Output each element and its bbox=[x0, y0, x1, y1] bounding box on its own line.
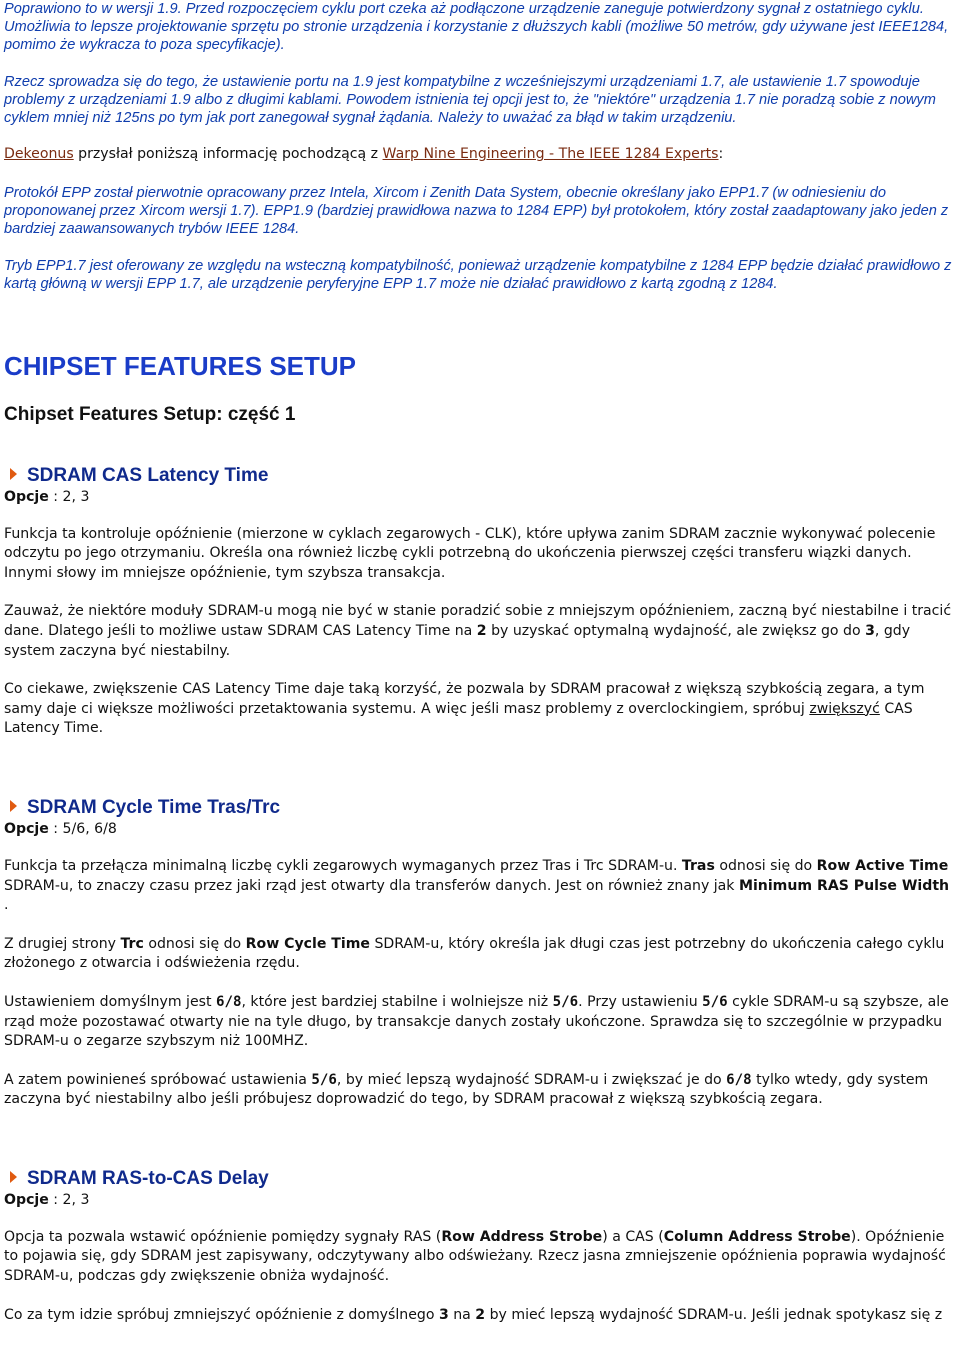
intro-p3-colon: : bbox=[718, 146, 724, 162]
cas-p2-b: Dlatego jeśli to możliwe ustaw SDRAM CAS Latency Time na bbox=[43, 622, 477, 639]
rascas-p2-c: by mieć lepszą wydajność SDRAM-u. Jeśli jednak spotykasz się z bbox=[485, 1306, 943, 1323]
intro-paragraph-3 bbox=[4, 145, 956, 165]
tras-p1-b: odnosi się do bbox=[714, 857, 817, 874]
intro-p4-a: Protokół EPP został pierwotnie opracowany przez Intela, Xircom i Zenith Data System, obecnie określany jako EPP1.7 (w odniesieniu do proponowanej przez Xircom wersji 1.7). bbox=[4, 184, 887, 219]
intro-paragraph-1 bbox=[4, 0, 956, 54]
tras-p4-a: A zatem powinieneś spróbować ustawienia bbox=[4, 1071, 312, 1088]
cas-p2-d: , gdy system zaczyna być niestabilny. bbox=[4, 622, 911, 659]
rascas-p1-a: Opcja ta pozwala wstawić opóźnienie pomiędzy sygnały RAS ( bbox=[4, 1228, 442, 1245]
tras-p1-tras: Tras bbox=[681, 857, 715, 874]
cas-p1-b: Określa ona również liczbę cykli potrzebną do ukończenia pierwszej części transferu wiązki danych. bbox=[205, 545, 912, 562]
tras-p4-v2: 6/8 bbox=[726, 1071, 752, 1088]
tras-p2-trc: Trc bbox=[120, 935, 144, 952]
cas-p1-c: Innymi słowy im mniejsze opóźnienie, tym szybsza transakcja. bbox=[4, 564, 446, 581]
tras-paragraph-4 bbox=[4, 1071, 956, 1110]
dekeonus-link[interactable]: Dekeonus bbox=[4, 146, 74, 162]
tras-p2-b: odnosi się do bbox=[143, 935, 246, 952]
rascas-paragraph-2 bbox=[4, 1306, 956, 1326]
rascas-p2-v1: 3 bbox=[438, 1306, 449, 1323]
rascas-p1-ras: Row Address Strobe bbox=[441, 1228, 603, 1245]
tras-p2-c: SDRAM-u, który określa jak długi czas jest potrzebny do ukończenia całego cyklu złożonego z otwarcia i odświeżenia rzędu. bbox=[4, 935, 945, 972]
item-title-cas-latency bbox=[4, 465, 956, 487]
rascas-options bbox=[4, 1190, 956, 1210]
intro-p3-text: przysłał poniższą informację pochodzącą z bbox=[73, 146, 383, 162]
tras-paragraph-1 bbox=[4, 857, 956, 916]
cas-paragraph-1 bbox=[4, 525, 956, 584]
tras-paragraph-3 bbox=[4, 993, 956, 1052]
rascas-p2-a: Co za tym idzie spróbuj zmniejszyć opóźnienie z domyślnego bbox=[4, 1306, 439, 1323]
rascas-p1-c: ). Opóźnienie to pojawia się, gdy SDRAM jest zapisywany, odczytywany albo odświeżany. Rzecz jasna zmniejszenie opóźnienia poprawia wydajność SDRAM-u, podczas gdy zwiększenie obniża wydajność. bbox=[4, 1228, 946, 1285]
subsection-title: Chipset Features Setup: część 1 bbox=[4, 403, 296, 425]
cas-p3-a: Co ciekawe, zwiększenie CAS Latency Time daje taką korzyść, że pozwala by SDRAM pracował z większą szybkością zegara, a tym samy daje ci większe możliwości przetaktowania systemu. bbox=[4, 681, 925, 717]
rascas-paragraph-1 bbox=[4, 1228, 956, 1287]
intro-p2-a: Rzecz sprowadza się do tego, że ustawienie portu na 1.9 jest kompatybilne z wcześniejszymi urządzeniami 1.7, ale ustawienie 1.7 spowoduje problemy z urządzeniami 1.9 albo z długimi kablami. bbox=[4, 74, 920, 108]
cas-increase-link[interactable]: zwiększyć bbox=[809, 700, 880, 717]
rascas-title-text: SDRAM RAS-to-CAS Delay bbox=[27, 1167, 269, 1189]
tras-p4-v1: 5/6 bbox=[311, 1071, 337, 1088]
section-title: CHIPSET FEATURES SETUP bbox=[4, 350, 357, 381]
tras-p1-a: Funkcja ta przełącza minimalną liczbę cykli zegarowych wymaganych przez Tras i Trc SDRAM-u. bbox=[4, 857, 682, 874]
caret-right-icon bbox=[10, 468, 17, 480]
tras-p3-a: Ustawieniem domyślnym jest bbox=[4, 993, 216, 1010]
intro-paragraph-2 bbox=[4, 73, 956, 127]
rascas-p1-b: ) a CAS ( bbox=[602, 1228, 664, 1245]
tras-p4-b: , by mieć lepszą wydajność SDRAM-u i zwiększać je do bbox=[336, 1071, 727, 1088]
tras-options bbox=[4, 819, 956, 839]
tras-p3-v3: 5/6 bbox=[702, 993, 728, 1010]
tras-p3-d: cykle SDRAM-u są szybsze, ale rząd może pozostawać otwarty nie na tyle długo, by transakcje danych zostały ukończone. Sprawdza się to szczególnie w przypadku SDRAM-u o zegarze szybszym niż 100MHZ. bbox=[4, 993, 949, 1050]
caret-right-icon bbox=[10, 1171, 17, 1183]
tras-p1-min-ras: Minimum RAS Pulse Width bbox=[738, 877, 950, 894]
tras-p2-row-cycle: Row Cycle Time bbox=[245, 935, 370, 952]
tras-title-text: SDRAM Cycle Time Tras/Trc bbox=[27, 796, 281, 818]
tras-p3-b: , które jest bardziej stabilne i wolniejsze niż bbox=[241, 993, 553, 1010]
tras-p4-c: tylko wtedy, gdy system zaczyna być niestabilny albo jeśli próbujesz doprowadzić do tego, by SDRAM pracował z większą szybkością zegara. bbox=[4, 1071, 929, 1108]
tras-p1-d: . bbox=[4, 897, 9, 914]
cas-paragraph-3 bbox=[4, 680, 956, 739]
cas-options-value: : 2, 3 bbox=[48, 488, 90, 505]
cas-options bbox=[4, 487, 956, 507]
cas-paragraph-2 bbox=[4, 602, 956, 661]
tras-paragraph-2 bbox=[4, 935, 956, 974]
rascas-p2-v2: 2 bbox=[475, 1306, 486, 1323]
intro-p2-b: Powodem istnienia tej opcji jest to, że "niektóre" urządzenia 1.7 nie poradzą sobie z nowym cyklem mniej niż 125ns po tym jak port zanegował sygnał żądania. Należy to uważać za błąd w takim urządzeniu. bbox=[4, 92, 936, 126]
caret-right-icon bbox=[10, 800, 17, 812]
tras-p3-v1: 6/8 bbox=[215, 993, 242, 1010]
cas-p3-b: A więc jeśli masz problemy z overclockingiem, spróbuj bbox=[416, 700, 810, 717]
cas-p3-c: CAS Latency Time. bbox=[4, 700, 913, 737]
intro-p4-b: EPP1.9 (bardziej prawidłowa nazwa to 1284 EPP) był protokołem, który został zaadaptowany jako jeden z bardziej zaawansowanych trybów IEEE 1284. bbox=[4, 202, 949, 237]
item-title-cycle-time bbox=[4, 797, 956, 819]
warp-nine-link[interactable]: Warp Nine Engineering - The IEEE 1284 Experts bbox=[382, 146, 719, 162]
cas-title-text: SDRAM CAS Latency Time bbox=[27, 464, 269, 486]
tras-options-value: : 5/6, 6/8 bbox=[48, 820, 117, 837]
tras-p3-v2: 5/6 bbox=[552, 993, 579, 1010]
cas-p2-value-3: 3 bbox=[865, 622, 875, 639]
tras-p3-c: . Przy ustawieniu bbox=[578, 993, 703, 1010]
rascas-options-label: Opcje bbox=[4, 1191, 49, 1208]
cas-p2-c: by uzyskać optymalną wydajność, ale zwiększ go do bbox=[486, 622, 866, 639]
intro-paragraph-5: Tryb EPP1.7 jest oferowany ze względu na wsteczną kompatybilność, ponieważ urządzenie kompatybilne z 1284 EPP będzie działać prawidłowo z kartą główną w wersji EPP 1.7, ale urządzenie peryferyjne EPP 1.7 może nie działać prawidłowo z kartą zgodną z 1284. bbox=[4, 257, 952, 292]
cas-p1-a: Funkcja ta kontroluje opóźnienie (mierzone w cyklach zegarowych - CLK), które upływa zanim SDRAM zacznie wykonywać polecenie odczytu po jego otrzymaniu. bbox=[4, 525, 936, 562]
tras-options-label: Opcje bbox=[4, 820, 49, 837]
tras-p1-row-active: Row Active Time bbox=[816, 857, 949, 874]
tras-p1-c: SDRAM-u, to znaczy czasu przez jaki rząd jest otwarty dla transferów danych. Jest on również znany jak bbox=[4, 877, 739, 894]
cas-options-label: Opcje bbox=[4, 488, 49, 505]
rascas-options-value: : 2, 3 bbox=[48, 1191, 90, 1208]
intro-p1-rest: Przed rozpoczęciem cyklu port czeka aż podłączone urządzenie zaneguje potwierdzony sygnał z ostatniego cyklu. Umożliwia to lepsze projektowanie sprzętu po stronie urządzenia i korzystanie z dłuższych kabli (możliwe 50 metrów, gdy używane jest IEEE1284, pomimo że wykracza to poza specyfikacje). bbox=[4, 1, 949, 53]
rascas-p2-b: na bbox=[448, 1306, 476, 1323]
rascas-p1-cas: Column Address Strobe bbox=[663, 1228, 851, 1245]
cas-p2-a: Zauważ, że niektóre moduły SDRAM-u mogą nie być w stanie poradzić sobie z mniejszym opóźnieniem, zaczną być niestabilne i tracić dane. bbox=[4, 603, 952, 639]
intro-paragraph-4 bbox=[4, 184, 956, 238]
cas-p2-value-2: 2 bbox=[476, 622, 487, 639]
item-title-ras-to-cas bbox=[4, 1168, 956, 1190]
tras-p2-a: Z drugiej strony bbox=[4, 935, 121, 952]
intro-p1-lead: Poprawiono to w wersji 1.9. bbox=[4, 1, 182, 17]
